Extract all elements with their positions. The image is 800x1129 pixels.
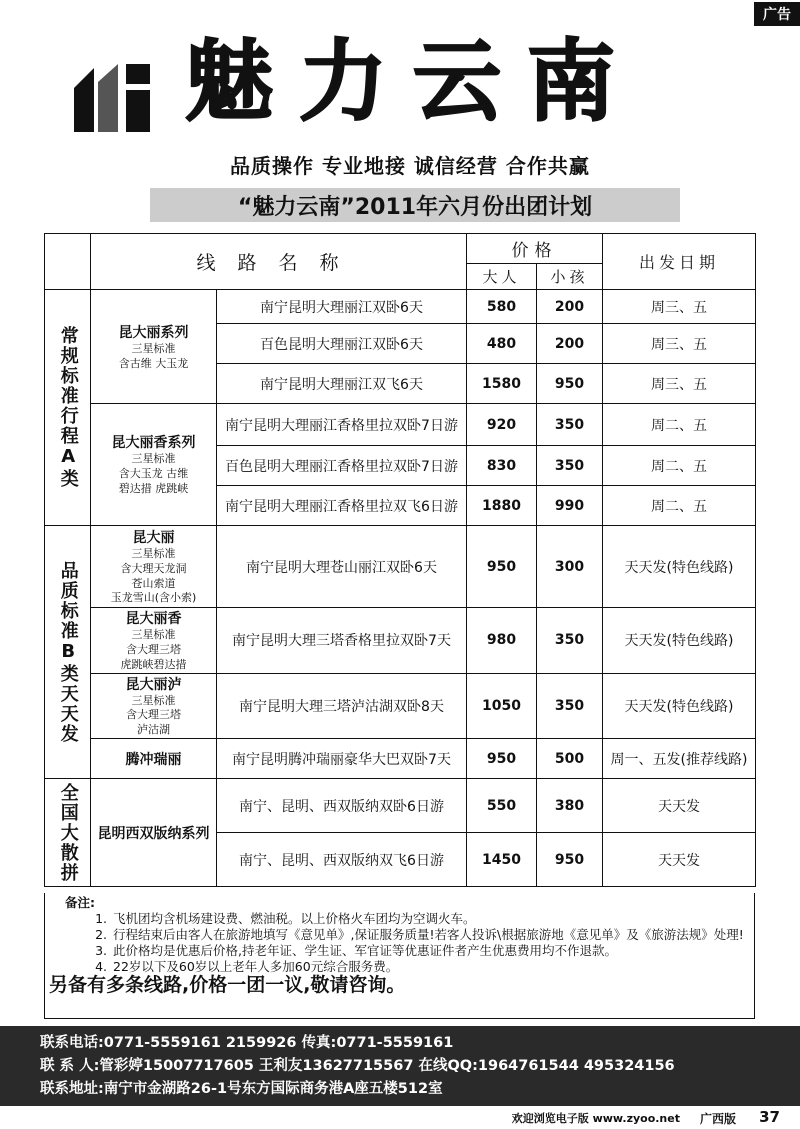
footer-edition: 广西版 [699,1112,736,1126]
route-cell: 南宁昆明大理丽江香格里拉双飞6日游 [217,486,467,526]
table-row [45,739,756,779]
table-row [45,779,756,833]
child-price: 990 [537,486,603,526]
route-cell: 南宁昆明腾冲瑞丽豪华大巴双卧7天 [217,739,467,779]
adult-price: 920 [467,404,537,446]
header-route: 线路名称 [91,234,467,290]
footer-site: 欢迎浏览电子版 www.zyoo.net [511,1112,680,1125]
departure-cell: 周三、五 [603,324,756,364]
table-row [45,404,756,446]
child-price: 300 [537,526,603,608]
adult-price: 1880 [467,486,537,526]
departure-cell: 天天发(特色线路) [603,673,756,739]
ad-badge: 广告 [754,2,800,26]
header-date: 出发日期 [603,234,756,290]
route-cell: 南宁昆明大理三塔泸沽湖双卧8天 [217,673,467,739]
adult-price: 1580 [467,364,537,404]
route-cell: 南宁昆明大理丽江双飞6天 [217,364,467,404]
series-cell: 昆大丽 三星标准 含大理天龙洞 苍山索道 玉龙雪山(含小索) [91,526,217,608]
main-title [185,30,616,133]
child-price: 350 [537,446,603,486]
adult-price: 480 [467,324,537,364]
plan-title: “魅力云南”2011年六月份出团计划 [150,188,680,222]
title-char: 魅 [185,30,274,133]
route-cell: 南宁、昆明、西双版纳双飞6日游 [217,833,467,887]
departure-cell: 天天发 [603,833,756,887]
category-b: 品质标准B类天天发 [45,526,91,779]
contact-phone: 联系电话:0771-5559161 2159926 传真:0771-5559161 [40,1035,454,1051]
category-c: 全国大散拼 [45,779,91,887]
notes-extra: 另备有多条线路,价格一团一议,敬请咨询。 [49,974,406,996]
category-a: 常规标准行程A类 [45,290,91,526]
child-price: 950 [537,364,603,404]
table-row [45,673,756,739]
notes-title: 备注: [65,895,95,910]
child-price: 350 [537,608,603,674]
route-cell: 百色昆明大理丽江双卧6天 [217,324,467,364]
adult-price: 830 [467,446,537,486]
contact-bar [0,1026,800,1106]
notes-section [44,893,755,1019]
table-row [45,526,756,608]
adult-price: 550 [467,779,537,833]
child-price: 350 [537,673,603,739]
child-price: 950 [537,833,603,887]
departure-cell: 天天发(特色线路) [603,608,756,674]
header-price: 价格 [467,234,603,264]
contact-person: 联 系 人:管彩婷15007717605 王利友13627715567 在线QQ:1964761544 495324156 [40,1058,675,1074]
series-cell: 昆大丽泸 三星标准 含大理三塔 泸沽湖 [91,673,217,739]
series-cell: 昆大丽香系列 三星标准 含大玉龙 古维 碧达措 虎跳峡 [91,404,217,526]
note-item: 2. 行程结束后由客人在旅游地填写《意见单》,保证服务质量!若客人投诉\根据旅游地《意见单》及《旅游法规》处理! [95,927,744,942]
adult-price: 1050 [467,673,537,739]
title-char: 力 [299,30,388,133]
header-adult: 大人 [467,264,537,290]
departure-cell: 周二、五 [603,404,756,446]
slogan: 品质操作 专业地接 诚信经营 合作共赢 [230,154,590,178]
brand-logo [70,52,156,136]
child-price: 200 [537,324,603,364]
series-cell: 昆明西双版纳系列 [91,779,217,887]
tour-table [44,233,756,887]
header-blank [45,234,91,290]
note-item: 1. 飞机团均含机场建设费、燃油税。以上价格火车团均为空调火车。 [95,911,476,926]
adult-price: 950 [467,739,537,779]
series-cell: 昆大丽系列 三星标准 含古维 大玉龙 [91,290,217,404]
note-item: 4. 22岁以下及60岁以上老年人多加60元综合服务费。 [95,959,399,974]
series-cell: 腾冲瑞丽 [91,739,217,779]
table-row [45,608,756,674]
page-number: 37 [759,1108,780,1126]
adult-price: 1450 [467,833,537,887]
departure-cell: 周三、五 [603,364,756,404]
departure-cell: 周二、五 [603,446,756,486]
route-cell: 南宁昆明大理丽江双卧6天 [217,290,467,324]
series-cell: 昆大丽香 三星标准 含大理三塔 虎跳峡碧达措 [91,608,217,674]
child-price: 200 [537,290,603,324]
route-cell: 百色昆明大理丽江香格里拉双卧7日游 [217,446,467,486]
contact-address: 联系地址:南宁市金湖路26-1号东方国际商务港A座五楼512室 [40,1081,443,1097]
departure-cell: 天天发 [603,779,756,833]
departure-cell: 周一、五发(推荐线路) [603,739,756,779]
child-price: 500 [537,739,603,779]
route-cell: 南宁昆明大理丽江香格里拉双卧7日游 [217,404,467,446]
child-price: 350 [537,404,603,446]
footer [0,1106,800,1129]
header-child: 小孩 [537,264,603,290]
departure-cell: 周二、五 [603,486,756,526]
title-char: 南 [527,30,616,133]
child-price: 380 [537,779,603,833]
table-row [45,290,756,324]
adult-price: 980 [467,608,537,674]
route-cell: 南宁昆明大理三塔香格里拉双卧7天 [217,608,467,674]
route-cell: 南宁、昆明、西双版纳双卧6日游 [217,779,467,833]
adult-price: 950 [467,526,537,608]
note-item: 3. 此价格均是优惠后价格,持老年证、学生证、军官证等优惠证件者产生优惠费用均不作退款。 [95,943,617,958]
departure-cell: 天天发(特色线路) [603,526,756,608]
route-cell: 南宁昆明大理苍山丽江双卧6天 [217,526,467,608]
departure-cell: 周三、五 [603,290,756,324]
adult-price: 580 [467,290,537,324]
table-header-row [45,234,756,264]
title-char: 云 [413,30,502,133]
